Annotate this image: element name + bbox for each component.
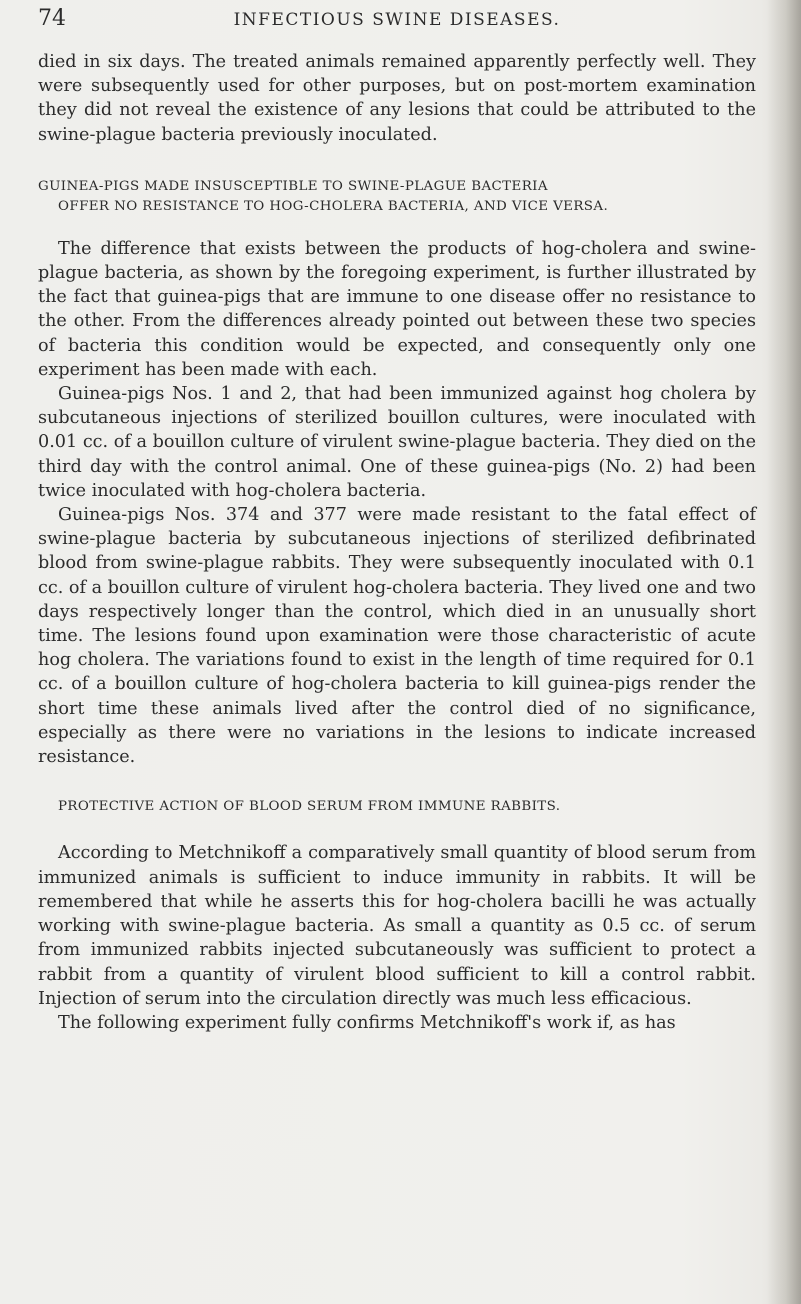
section-heading-line-1: GUINEA-PIGS MADE INSUSCEPTIBLE TO SWINE-PLAGUE BACTERIA: [38, 178, 548, 194]
page-edge-shadow: [767, 0, 801, 1304]
paragraph-4: Guinea-pigs Nos. 374 and 377 were made resistant to the fatal effect of swine-plague bacteria by subcutaneous injections of sterilized defibrinated blood from swine-plague rabbits. They were subsequently inoculated with 0.1 cc. of a bouillon culture of virulent hog-cholera bacteria. They lived one and two days respectively longer than the control, which died in an unusually short time. The lesions found upon examination were those characteristic of acute hog cholera. The variations found to exist in the length of time required for 0.1 cc. of a bouillon culture of hog-cholera bacteria to kill guinea-pigs render the short time these animals lived after the control died of no significance, especially as there were no variations in the lesions to indicate increased resistance.: [38, 505, 756, 768]
running-title: INFECTIOUS SWINE DISEASES.: [233, 10, 561, 30]
page-number: 74: [38, 6, 66, 31]
page-body: [38, 50, 756, 1035]
section-heading-guinea-pigs: [38, 177, 756, 217]
paragraph-2: The difference that exists between the products of hog-cholera and swine-plague bacteria, as shown by the foregoing experiment, is further illustrated by the fact that guinea-pigs that are immune to one disease offer no resistance to the other. From the differences already pointed out between these two species of bacteria this condition would be expected, and consequently only one experiment has been made with each.: [38, 238, 756, 380]
section-heading-protective-action: PROTECTIVE ACTION OF BLOOD SERUM FROM IMMUNE RABBITS.: [58, 799, 561, 815]
paragraph-5: According to Metchnikoff a comparatively small quantity of blood serum from immunized animals is sufficient to induce immunity in rabbits. It will be remembered that while he asserts this for hog-cholera bacilli he was actually working with swine-plague bacteria. As small a quantity as 0.5 cc. of serum from immunized rabbits injected subcutaneously was sufficient to protect a rabbit from a quantity of virulent blood sufficient to kill a control rabbit. Injection of serum into the circulation directly was much less efficacious.: [38, 843, 756, 1009]
section-heading-line-2: OFFER NO RESISTANCE TO HOG-CHOLERA BACTERIA, AND VICE VERSA.: [58, 198, 609, 214]
paragraph-1: died in six days. The treated animals remained apparently perfectly well. They were subsequently used for other purposes, but on post-mortem examination they did not reveal the existence of any lesions that could be attributed to the swine-plague bacteria previously inoculated.: [38, 52, 756, 145]
paragraph-6: The following experiment fully confirms Metchnikoff's work if, as has: [58, 1012, 676, 1033]
paragraph-3: Guinea-pigs Nos. 1 and 2, that had been immunized against hog cholera by subcutaneous injections of sterilized bouillon cultures, were inoculated with 0.01 cc. of a bouillon culture of virulent swine-plague bacteria. They died on the third day with the control animal. One of these guinea-pigs (No. 2) had been twice inoculated with hog-cholera bacteria.: [38, 384, 756, 501]
running-head: [38, 6, 756, 36]
